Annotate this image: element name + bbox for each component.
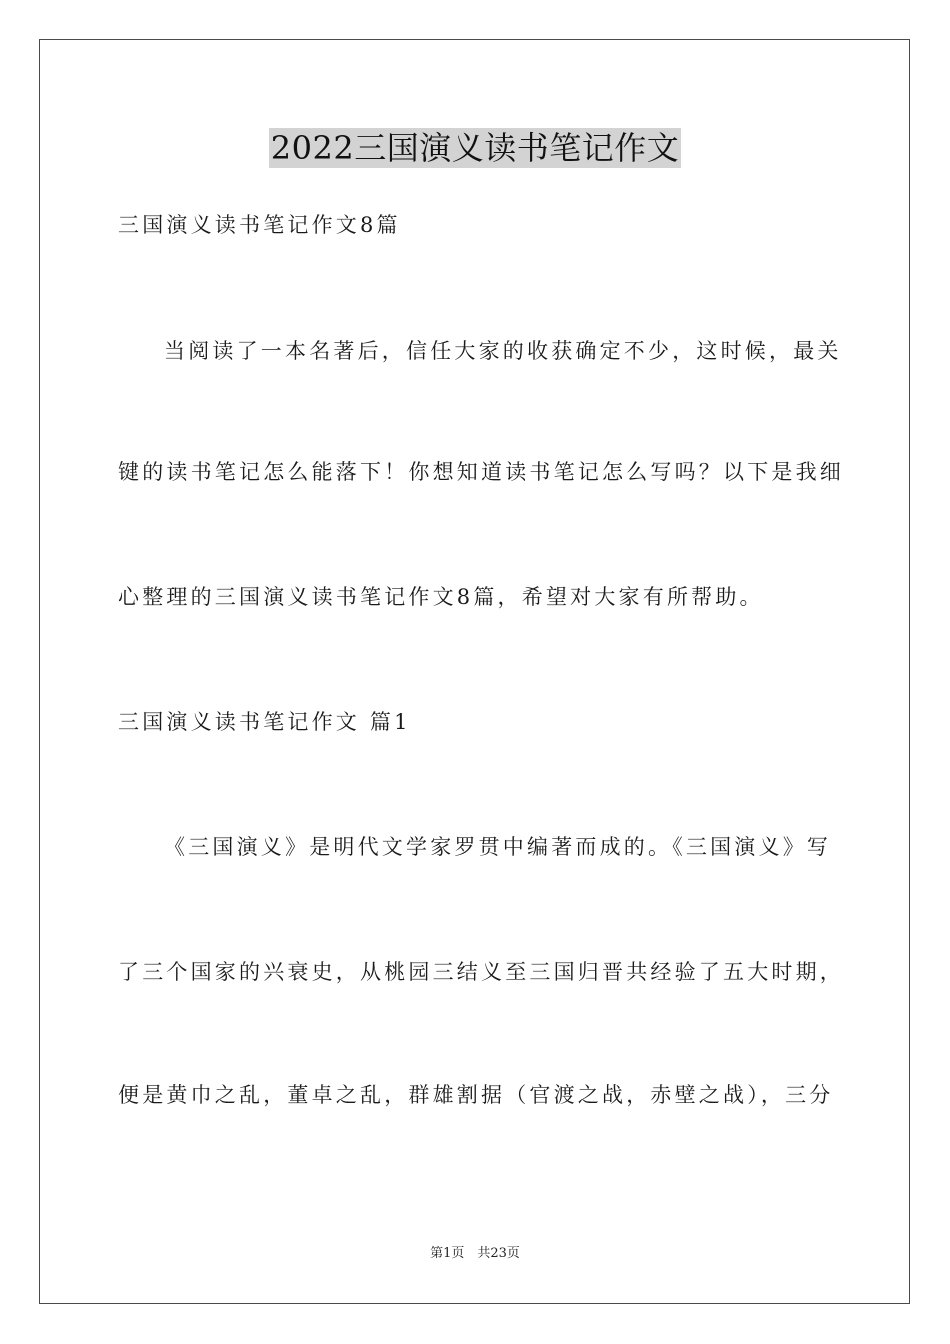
- paragraph-line: 当阅读了一本名著后，信任大家的收获确定不少，这时候，最关: [164, 339, 842, 363]
- page-number-footer: 第1页 共23页: [430, 1246, 520, 1261]
- title-container: [0, 128, 950, 168]
- paragraph-line: 《三国演义》是明代文学家罗贯中编著而成的。《三国演义》写: [164, 835, 832, 859]
- paragraph-line: 键的读书笔记怎么能落下！你想知道读书笔记怎么写吗？以下是我细: [118, 460, 844, 484]
- document-subtitle: 三国演义读书笔记作文8篇: [118, 213, 401, 237]
- paragraph-line: 便是黄巾之乱，董卓之乱，群雄割据（官渡之战，赤壁之战），三分: [118, 1083, 834, 1107]
- document-title: 2022三国演义读书笔记作文: [270, 129, 680, 167]
- section-heading: 三国演义读书笔记作文 篇1: [118, 710, 411, 734]
- paragraph-line: 了三个国家的兴衰史，从桃园三结义至三国归晋共经验了五大时期，: [118, 960, 844, 984]
- paragraph-line: 心整理的三国演义读书笔记作文8篇，希望对大家有所帮助。: [118, 585, 764, 609]
